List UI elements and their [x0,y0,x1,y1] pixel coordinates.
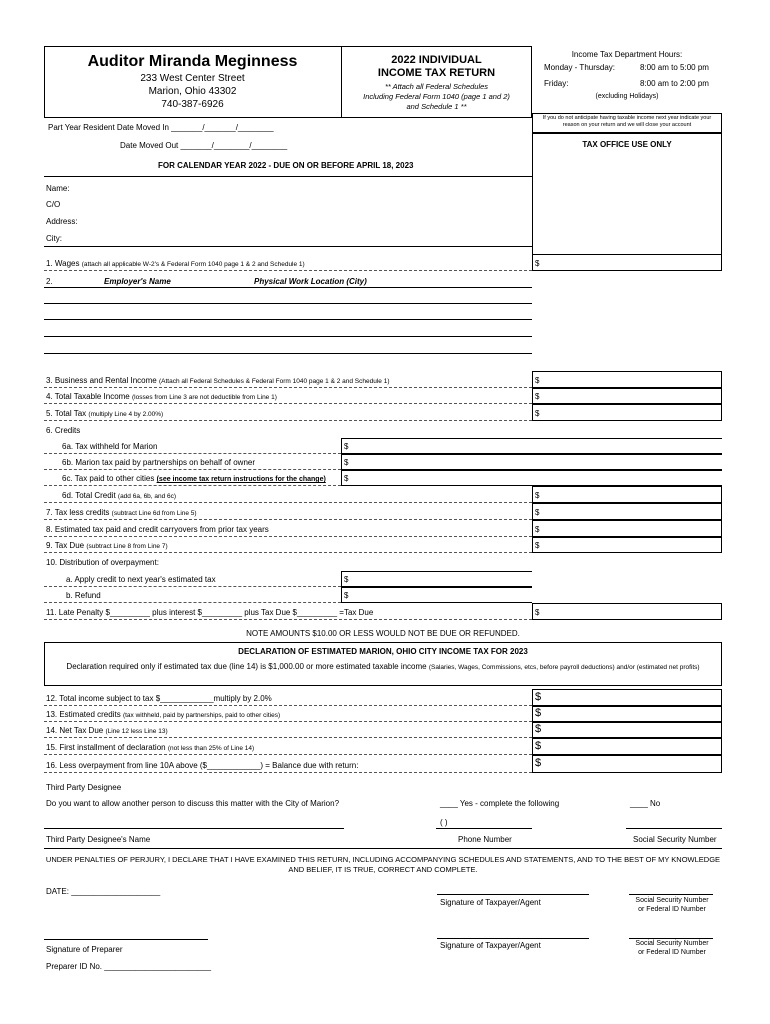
dash-7 [44,519,532,520]
sig-taxpayer-line-2[interactable] [437,938,589,939]
amount-14[interactable] [532,722,722,738]
amount-16[interactable] [532,755,722,773]
line-16[interactable]: 16. Less overpayment from line 10A above ($____________) = Balance due with return: [46,761,359,770]
declaration-body: Declaration required only if estimated tax due (line 14) is $1,000.00 or more estimated taxable income (Salaries, Wages, Commissions, etcs, before payroll deductions) and/or (estimated net profits) [66,662,700,671]
dollar-3: $ [535,376,540,385]
dash-5 [44,420,532,421]
line-3: 3. Business and Rental Income (Attach all Federal Schedules & Federal Form 1040 page 1 & 2 and Schedule 1) [46,376,390,385]
sig-taxpayer-label-2: Signature of Taxpayer/Agent [440,941,541,950]
dash-14 [44,737,532,738]
employer-row-1[interactable] [44,303,532,304]
attach-note-2: Including Federal Form 1040 (page 1 and 2) [363,92,510,101]
line-6b: 6b. Marion tax paid by partnerships on behalf of owner [62,458,256,467]
auditor-city: Marion, Ohio 43302 [148,86,237,97]
dollar-8: $ [535,525,540,534]
field-address[interactable]: Address: [46,217,78,226]
field-co[interactable]: C/O [46,200,61,209]
amount-6c[interactable] [341,470,722,486]
line-7: 7. Tax less credits (subtract Line 6d from Line 5) [46,508,197,517]
designee-name-line[interactable] [44,828,344,829]
ssn-fed-label-2: Social Security Number [635,940,709,947]
auditor-name: Auditor Miranda Meginness [87,53,298,70]
sig-taxpayer-line-1[interactable] [437,894,589,895]
dollar-14: $ [535,723,542,735]
form-title-2: INCOME TAX RETURN [377,67,496,79]
line-2: 2. [46,277,53,286]
office-use-box [532,133,722,271]
ssn-line-2[interactable] [629,938,713,939]
third-party-yes[interactable]: ____ Yes - complete the following [440,799,560,808]
field-city[interactable]: City: [46,234,62,243]
line-1: 1. Wages (attach all applicable W-2's & Federal Form 1040 page 1 & 2 and Schedule 1) [46,259,305,268]
line-10b: b. Refund [66,591,101,600]
rule-top [44,176,532,177]
line-12[interactable]: 12. Total income subject to tax $____________multiply by 2.0% [46,694,272,703]
line-4: 4. Total Taxable Income (losses from Line 3 are not deductible from Line 1) [46,392,277,401]
line-5: 5. Total Tax (multiply Line 4 by 2.00%) [46,409,164,418]
dollar-4: $ [535,392,540,401]
dash-10a [44,586,341,587]
dash-9 [44,552,532,553]
third-party-no[interactable]: ____ No [630,799,661,808]
phone-paren: ( ) [440,818,448,827]
employer-row-2[interactable] [44,319,532,320]
amount-5[interactable] [532,404,722,421]
ssn-line-1[interactable] [629,894,713,895]
line-10: 10. Distribution of overpayment: [46,558,159,567]
sig-taxpayer-label-1: Signature of Taxpayer/Agent [440,898,541,907]
line-6a: 6a. Tax withheld for Marion [62,442,158,451]
amount-11[interactable] [532,603,722,620]
hours-friday-time: 8:00 am to 2:00 pm [640,79,709,88]
fed-id-label-2: or Federal ID Number [638,949,706,956]
designee-name-label: Third Party Designee's Name [46,835,151,844]
line-6c: 6c. Tax paid to other cities (see income tax return instructions for the change) [62,474,326,483]
sig-preparer-line[interactable] [44,939,208,940]
amount-13[interactable] [532,706,722,722]
notice-text: If you do not anticipate having taxable income next year indicate your reason on your return and we will close your account [542,115,712,128]
dollar-6c: $ [344,474,349,483]
amount-6b[interactable] [341,454,722,470]
dollar-7: $ [535,508,540,517]
moved-out[interactable]: Date Moved Out _______/________/________ [120,141,288,150]
auditor-phone: 740-387-6926 [161,99,224,110]
fed-id-label-1: or Federal ID Number [638,906,706,913]
calendar-year: FOR CALENDAR YEAR 2022 - DUE ON OR BEFORE APRIL 18, 2023 [158,161,414,170]
line-10a: a. Apply credit to next year's estimated tax [66,575,216,584]
third-party-question: Do you want to allow another person to discuss this matter with the City of Marion? [46,799,340,808]
attach-note-1: ** Attach all Federal Schedules [384,82,489,91]
amount-10b[interactable] [341,587,532,603]
hours-mon-thu: Monday - Thursday: [544,63,615,72]
dollar-6a: $ [344,442,349,451]
amount-10a[interactable] [341,571,532,587]
dash-8 [44,536,532,537]
dash-3 [44,387,532,388]
dash-1 [44,270,532,271]
ssn-line[interactable] [626,828,722,829]
ssn-label: Social Security Number [633,835,717,844]
amount-6a[interactable] [341,438,722,454]
dollar-6b: $ [344,458,349,467]
amount-8[interactable] [532,520,722,537]
dash-16 [44,772,532,773]
declaration-title: DECLARATION OF ESTIMATED MARION, OHIO CITY INCOME TAX FOR 2023 [238,647,528,656]
ssn-fed-label-1: Social Security Number [635,897,709,904]
dash-13 [44,721,532,722]
dash-6d [44,502,532,503]
amount-9[interactable] [532,537,722,553]
dash-6a [44,453,341,454]
hours-title: Income Tax Department Hours: [571,50,683,59]
amount-15[interactable] [532,738,722,755]
sig-preparer-label: Signature of Preparer [46,945,123,954]
dollar-12: $ [535,691,542,703]
dollar-10b: $ [344,591,349,600]
amount-7[interactable] [532,503,722,520]
dollar-13: $ [535,707,542,719]
dash-4 [44,403,532,404]
hours-mon-thu-time: 8:00 am to 5:00 pm [640,63,709,72]
amount-1[interactable] [532,254,722,271]
date-field[interactable]: DATE: ____________________ [46,887,161,896]
dollar-6d: $ [535,491,540,500]
dollar-16: $ [535,757,542,769]
rule-taxpayer [44,246,532,247]
dollar-5: $ [535,409,540,418]
field-name[interactable]: Name: [46,184,70,193]
line-13: 13. Estimated credits (tax withheld, paid by partnerships, paid to other cities) [46,710,281,719]
dollar-11: $ [535,608,540,617]
line-15: 15. First installment of declaration (not less than 25% of Line 14) [46,743,255,752]
dash-6b [44,469,341,470]
line-8: 8. Estimated tax paid and credit carryovers from prior tax years [46,525,269,534]
form-title-1: 2022 INDIVIDUAL [391,54,482,66]
rule-third-party [44,848,722,849]
amount-3[interactable] [532,371,722,388]
hours-holidays: (excluding Holidays) [595,93,659,100]
auditor-street: 233 West Center Street [140,73,245,84]
dollar-15: $ [535,740,542,752]
third-party-title: Third Party Designee [46,783,122,792]
phone-label: Phone Number [458,835,512,844]
dash-11 [44,619,532,620]
line-6d: 6d. Total Credit (add 6a, 6b, and 6c) [62,491,177,500]
dash-15 [44,754,532,755]
line-9: 9. Tax Due (subtract Line 8 from Line 7) [46,541,168,550]
attach-note-3: and Schedule 1 ** [406,102,467,111]
phone-line[interactable] [436,828,532,829]
amount-12[interactable] [532,689,722,706]
hours-friday: Friday: [544,79,569,88]
rule-2-head [44,287,532,288]
line-6: 6. Credits [46,426,81,435]
line-11[interactable]: 11. Late Penalty $_________ plus interest $_________ plus Tax Due $_________ =Tax Due [46,608,374,617]
amount-4[interactable] [532,388,722,404]
perjury-statement: UNDER PENALTIES OF PERJURY, I DECLARE THAT I HAVE EXAMINED THIS RETURN, INCLUDING ACCOMPANYING SCHEDULES AND STATEMENTS, AND TO THE BEST OF MY KNOWLEDGE AND BELIEF, IT IS TRUE, CORRECT AND COMPLETE. [45,855,721,874]
moved-in[interactable]: Part Year Resident Date Moved In _______/_______/________ [48,123,274,132]
dollar-1: $ [535,259,540,268]
employer-header: Employer's Name [104,277,171,286]
dash-6c [44,485,341,486]
note-amounts: NOTE AMOUNTS $10.00 OR LESS WOULD NOT BE DUE OR REFUNDED. [246,629,520,638]
amount-6d[interactable] [532,486,722,503]
location-header: Physical Work Location (City) [254,277,367,286]
dash-12 [44,705,532,706]
office-use-label: TAX OFFICE USE ONLY [582,140,672,149]
employer-row-4[interactable] [44,353,532,354]
preparer-id[interactable]: Preparer ID No. ________________________ [46,962,212,971]
line-14: 14. Net Tax Due (Line 12 less Line 13) [46,726,168,735]
dollar-9: $ [535,541,540,550]
dollar-10a: $ [344,575,349,584]
employer-row-3[interactable] [44,336,532,337]
dash-10b [44,602,341,603]
